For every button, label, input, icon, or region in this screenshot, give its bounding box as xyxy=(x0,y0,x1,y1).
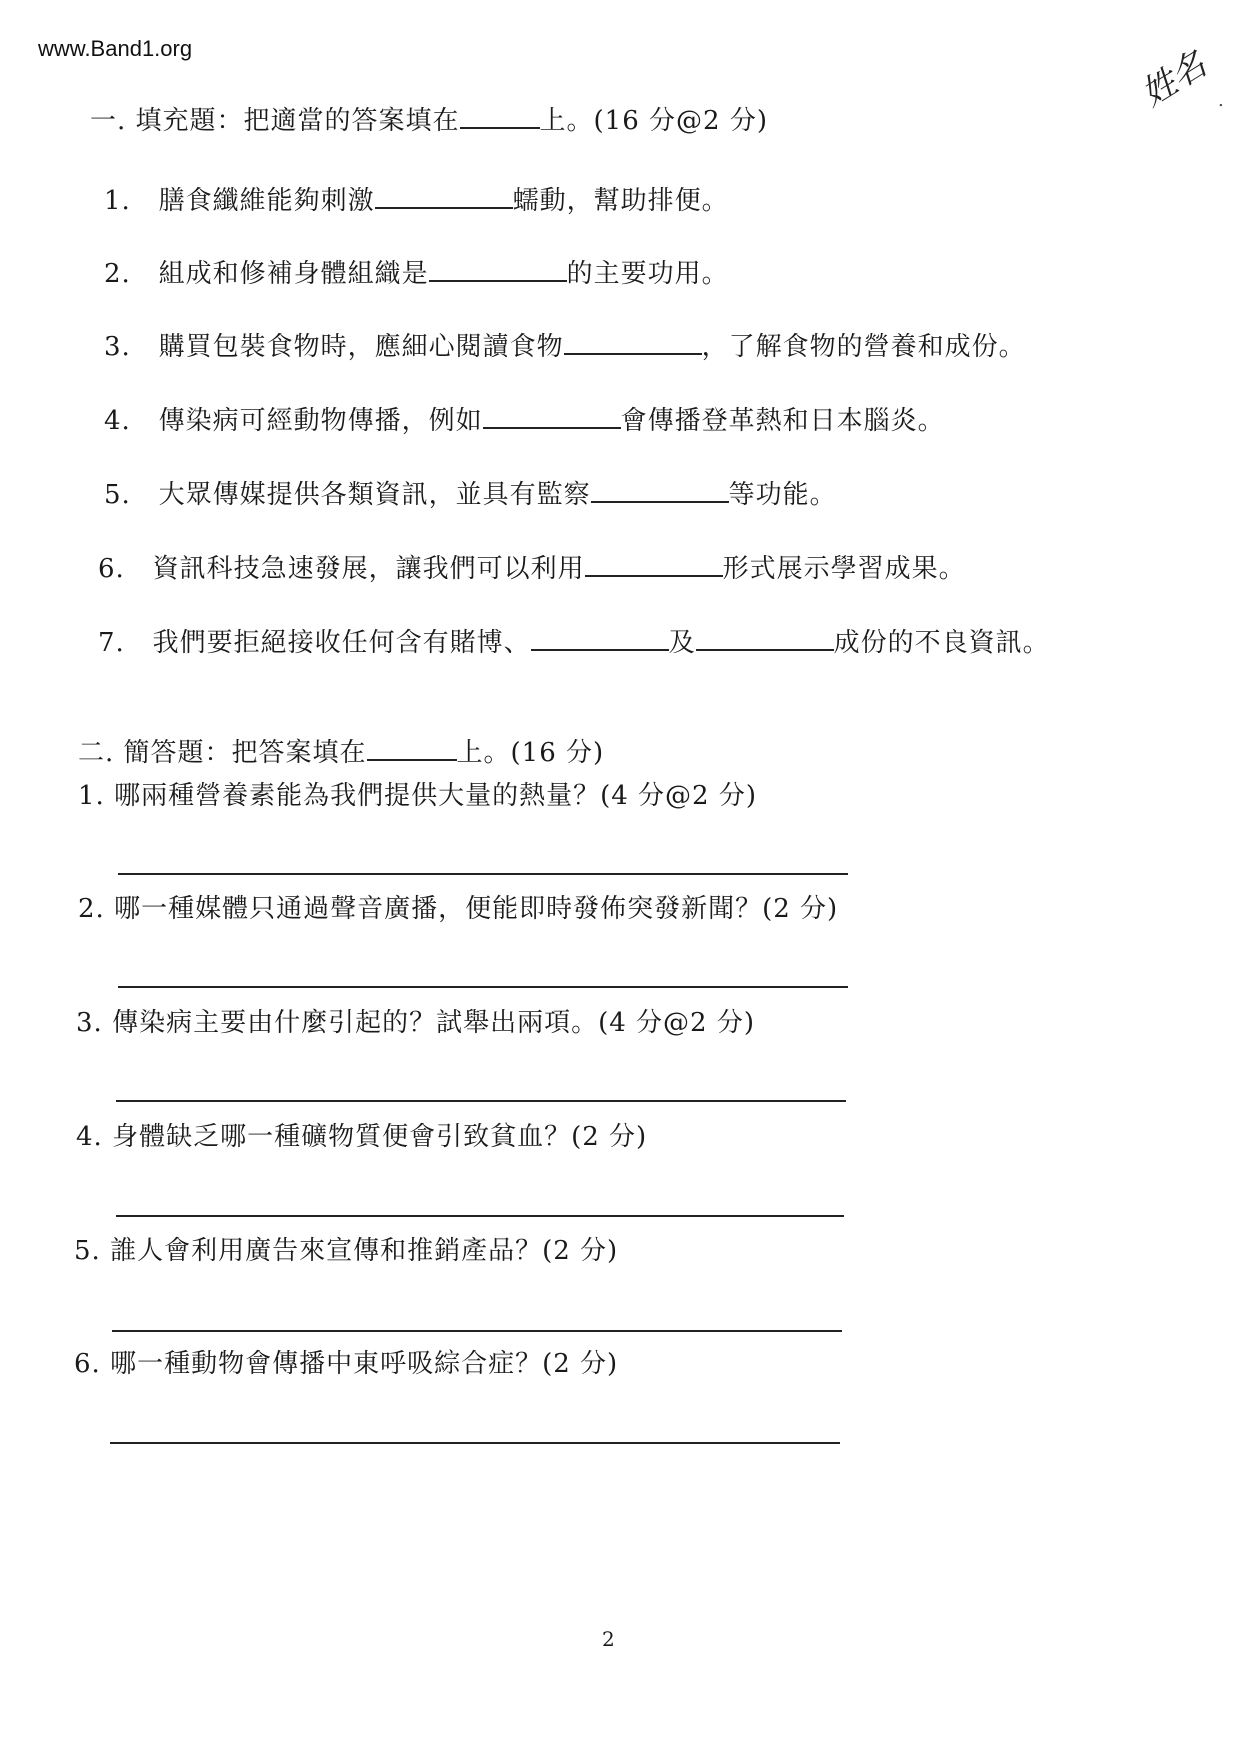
fill-item-1 xyxy=(104,180,729,217)
fill-item-3 xyxy=(104,326,1026,363)
short-question-1: 1. 哪兩種營養素能為我們提供大量的熱量？(4 分@2 分) xyxy=(78,781,757,811)
section1-title xyxy=(90,100,768,137)
answer-line[interactable] xyxy=(110,1442,840,1444)
answer-blank[interactable] xyxy=(696,649,834,651)
answer-line[interactable] xyxy=(116,1215,844,1217)
item-text-post: 會傳播登革熱和日本腦炎。 xyxy=(620,406,945,436)
short-question-4: 4. 身體缺乏哪一種礦物質便會引致貧血？(2 分) xyxy=(76,1122,648,1152)
answer-blank[interactable] xyxy=(483,427,621,429)
short-question-2: 2. 哪一種媒體只通過聲音廣播，便能即時發佈突發新聞？(2 分) xyxy=(78,894,839,924)
answer-line[interactable] xyxy=(116,1100,846,1102)
handwritten-mark: . xyxy=(1218,90,1224,111)
item-number: 7. xyxy=(98,628,125,658)
item-text-post: 蠕動，幫助排便。 xyxy=(512,186,729,216)
item-text-pre: 傳染病可經動物傳播，例如 xyxy=(158,406,483,436)
item-text-pre: 資訊科技急速發展，讓我們可以利用 xyxy=(152,554,585,584)
fill-item-5 xyxy=(104,474,837,511)
website-url: www.Band1.org xyxy=(38,36,193,61)
fill-item-6 xyxy=(98,548,966,585)
item-number: 3. xyxy=(104,332,131,362)
item-number: 5. xyxy=(104,480,131,510)
answer-blank[interactable] xyxy=(585,575,723,577)
fill-item-2 xyxy=(104,253,729,290)
item-text-pre: 組成和修補身體組織是 xyxy=(158,259,429,289)
title-blank xyxy=(367,759,457,761)
section1-title-pre: 一. 填充題：把適當的答案填在 xyxy=(90,106,460,136)
answer-line[interactable] xyxy=(118,873,848,875)
item-text-pre: 膳食纖維能夠刺激 xyxy=(158,186,375,216)
item-number: 2. xyxy=(104,259,131,289)
title-blank xyxy=(460,127,540,129)
short-question-5: 5. 誰人會利用廣告來宣傳和推銷產品？(2 分) xyxy=(74,1236,619,1266)
answer-blank[interactable] xyxy=(429,280,567,282)
item-text-pre: 大眾傳媒提供各類資訊，並具有監察 xyxy=(158,480,591,510)
item-number: 4. xyxy=(104,406,131,436)
short-question-6: 6. 哪一種動物會傳播中東呼吸綜合症？(2 分) xyxy=(74,1349,619,1379)
item-number: 1. xyxy=(104,186,131,216)
page-number: 2 xyxy=(602,1627,615,1651)
item-text-post: 成份的不良資訊。 xyxy=(833,628,1050,658)
fill-item-4 xyxy=(104,400,945,437)
item-number: 6. xyxy=(98,554,125,584)
fill-item-7 xyxy=(98,622,1050,659)
item-text-mid: 及 xyxy=(668,628,696,658)
answer-blank[interactable] xyxy=(564,353,702,355)
handwritten-name-label: 姓名 xyxy=(1134,44,1214,115)
item-text-post: 形式展示學習成果。 xyxy=(722,554,966,584)
answer-blank[interactable] xyxy=(591,501,729,503)
answer-blank[interactable] xyxy=(375,207,513,209)
section1-title-post: 上。(16 分@2 分) xyxy=(539,106,768,136)
item-text-post: 的主要功用。 xyxy=(566,259,729,289)
item-text-post: ，了解食物的營養和成份。 xyxy=(701,332,1026,362)
short-question-3: 3. 傳染病主要由什麼引起的？試舉出兩項。(4 分@2 分) xyxy=(76,1008,755,1038)
item-text-pre: 我們要拒絕接收任何含有賭博、 xyxy=(152,628,531,658)
section2-title-pre: 二. 簡答題：把答案填在 xyxy=(78,738,367,768)
section2-title xyxy=(78,732,604,769)
item-text-pre: 購買包裝食物時，應細心閱讀食物 xyxy=(158,332,564,362)
answer-line[interactable] xyxy=(118,986,848,988)
answer-blank[interactable] xyxy=(531,649,669,651)
section2-title-post: 上。(16 分) xyxy=(456,738,605,768)
answer-line[interactable] xyxy=(112,1330,842,1332)
item-text-post: 等功能。 xyxy=(728,480,837,510)
